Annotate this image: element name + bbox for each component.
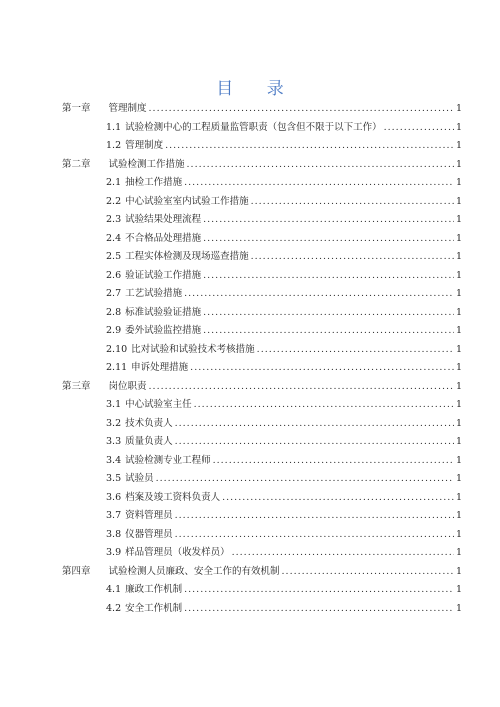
dot-leader <box>175 415 454 434</box>
toc-entry-label <box>106 489 220 508</box>
toc-entry-text: 申诉处理措施 <box>131 362 189 373</box>
dot-leader <box>203 211 454 230</box>
dot-leader <box>187 156 454 175</box>
dot-leader <box>175 526 454 545</box>
toc-entry-text: 比对试验和试验技术考核措施 <box>131 343 255 355</box>
toc-entry-text: 试验检测专业工程师 <box>125 454 211 466</box>
toc-entry-label <box>106 211 201 230</box>
toc-entry-text: 不合格品处理措施 <box>125 232 202 244</box>
toc-entry-text: 试验员 <box>125 473 154 484</box>
toc-section-entry[interactable] <box>62 174 462 193</box>
toc-page-number: 1 <box>455 399 462 410</box>
toc-entry-number: 2.3 <box>106 214 122 225</box>
dot-leader <box>203 322 454 341</box>
toc-page-number: 1 <box>455 288 462 299</box>
toc-entry-number: 第四章 <box>62 565 91 577</box>
toc-page-number: 1 <box>455 565 462 577</box>
toc-section-entry[interactable] <box>62 470 462 489</box>
toc-page-number: 1 <box>455 362 462 373</box>
toc-page-number: 1 <box>455 214 462 225</box>
dot-leader <box>384 119 454 138</box>
toc-section-entry[interactable] <box>62 507 462 526</box>
toc-section-entry[interactable] <box>62 267 462 286</box>
dot-leader <box>184 285 454 304</box>
toc-section-entry[interactable] <box>62 396 462 415</box>
toc-entry-text: 技术负责人 <box>125 417 173 429</box>
dot-leader <box>184 600 454 619</box>
toc-entry-number: 第一章 <box>62 103 91 114</box>
dot-leader <box>213 452 454 471</box>
toc-page-number: 1 <box>455 380 462 392</box>
toc-section-entry[interactable] <box>62 341 462 360</box>
toc-entry-label <box>106 452 211 471</box>
toc-page-number: 1 <box>455 491 462 503</box>
toc-entry-number: 第二章 <box>62 158 91 170</box>
toc-page-number: 1 <box>455 251 462 262</box>
dot-leader <box>175 433 454 452</box>
toc-entry-number: 3.5 <box>106 473 122 484</box>
toc-entry-text: 资料管理员 <box>125 510 173 521</box>
toc-entry-label <box>106 470 154 489</box>
toc-entry-number: 第三章 <box>62 380 91 392</box>
toc-entry-text: 管理制度 <box>125 140 164 151</box>
toc-page-number: 1 <box>455 325 462 336</box>
toc-entry-text: 工程实体检测及现场巡查措施 <box>125 251 249 262</box>
toc-section-entry[interactable] <box>62 452 462 471</box>
toc-page-number: 1 <box>455 103 462 114</box>
toc-entry-number: 2.5 <box>106 251 122 262</box>
toc-entry-text: 验证试验工作措施 <box>125 269 202 281</box>
dot-leader <box>165 137 454 156</box>
toc-page-number: 1 <box>455 436 462 447</box>
toc-entry-number: 3.3 <box>106 436 122 447</box>
toc-entry-label <box>106 137 163 156</box>
toc-section-entry[interactable] <box>62 415 462 434</box>
dot-leader <box>203 230 454 249</box>
toc-entry-label <box>106 119 382 138</box>
toc-section-entry[interactable] <box>62 193 462 212</box>
toc-entry-number: 2.10 <box>106 343 128 355</box>
toc-page-number: 1 <box>455 158 462 170</box>
toc-entry-label <box>106 193 249 212</box>
dot-leader <box>203 304 454 323</box>
toc-page-number: 1 <box>455 121 462 133</box>
toc-title: 目 录 <box>216 79 298 99</box>
toc-page-number: 1 <box>455 473 462 484</box>
toc-section-entry[interactable] <box>62 600 462 619</box>
dot-leader <box>190 359 454 378</box>
toc-page-number: 1 <box>455 528 462 540</box>
toc-section-entry[interactable] <box>62 359 462 378</box>
toc-entry-label <box>106 526 173 545</box>
dot-leader <box>149 378 454 397</box>
toc-entry-label <box>106 396 192 415</box>
toc-entry-number: 2.11 <box>106 362 128 373</box>
toc-page-number: 1 <box>455 454 462 466</box>
toc-entry-text: 试验结果处理流程 <box>125 214 202 225</box>
toc-section-entry[interactable] <box>62 433 462 452</box>
toc-entry-text: 安全工作机制 <box>125 602 183 614</box>
toc-section-entry[interactable] <box>62 526 462 545</box>
toc-entry-number: 3.6 <box>106 491 122 503</box>
dot-leader <box>251 193 454 212</box>
toc-page-number: 1 <box>455 417 462 429</box>
toc-chapter-entry[interactable] <box>62 156 462 175</box>
toc-entry-label <box>106 230 201 249</box>
dot-leader <box>203 267 454 286</box>
toc-entry-text: 质量负责人 <box>125 436 173 447</box>
toc-section-entry[interactable] <box>62 119 462 138</box>
toc-chapter-entry[interactable] <box>62 100 462 119</box>
toc-entry-text: 试验检测人员廉政、安全工作的有效机制 <box>108 565 280 577</box>
dot-leader <box>184 581 454 600</box>
toc-entry-number: 4.1 <box>106 584 122 595</box>
toc-page-number: 1 <box>455 510 462 521</box>
toc-page-number: 1 <box>455 232 462 244</box>
toc-entry-number: 1.2 <box>106 140 122 151</box>
toc-entry-label <box>106 322 201 341</box>
dot-leader <box>156 470 454 489</box>
toc-entry-number: 3.4 <box>106 454 122 466</box>
toc-section-entry[interactable] <box>62 230 462 249</box>
toc-page-number: 1 <box>455 195 462 207</box>
toc-entry-number: 3.2 <box>106 417 122 429</box>
toc-section-entry[interactable] <box>62 544 462 563</box>
toc-section-entry[interactable] <box>62 285 462 304</box>
dot-leader <box>184 174 454 193</box>
toc-entry-text: 试验检测工作措施 <box>108 158 185 170</box>
toc-entry-label <box>106 415 173 434</box>
toc-page-number: 1 <box>455 584 462 595</box>
toc-page-number: 1 <box>455 269 462 281</box>
dot-leader <box>222 489 454 508</box>
toc-entry-text: 中心试验室室内试验工作措施 <box>125 195 249 207</box>
toc-entry-text: 标准试验验证措施 <box>125 306 202 318</box>
toc-entry-number: 2.6 <box>106 269 122 281</box>
toc-chapter-entry[interactable] <box>62 378 462 397</box>
toc-page-number: 1 <box>455 177 462 188</box>
table-of-contents <box>62 100 462 618</box>
toc-entry-label <box>106 544 230 563</box>
toc-entry-number: 1.1 <box>106 121 122 133</box>
toc-entry-number: 2.8 <box>106 306 122 318</box>
dot-leader <box>257 341 454 360</box>
toc-entry-label <box>62 378 147 397</box>
toc-page-number: 1 <box>455 343 462 355</box>
toc-entry-text: 中心试验室主任 <box>125 399 192 410</box>
toc-entry-label <box>106 600 182 619</box>
toc-entry-number: 2.7 <box>106 288 122 299</box>
toc-section-entry[interactable] <box>62 211 462 230</box>
toc-section-entry[interactable] <box>62 304 462 323</box>
toc-section-entry[interactable] <box>62 137 462 156</box>
toc-section-entry[interactable] <box>62 248 462 267</box>
toc-entry-text: 档案及竣工资料负责人 <box>125 491 221 503</box>
toc-entry-number: 2.2 <box>106 195 122 207</box>
dot-leader <box>232 544 454 563</box>
dot-leader <box>251 248 454 267</box>
toc-entry-text: 廉政工作机制 <box>125 584 183 595</box>
toc-entry-number: 4.2 <box>106 602 122 614</box>
toc-entry-text: 试验检测中心的工程质量监管职责（包含但不限于以下工作） <box>125 121 382 133</box>
dot-leader <box>194 396 454 415</box>
toc-entry-text: 抽检工作措施 <box>125 177 183 188</box>
dot-leader <box>282 563 454 582</box>
toc-entry-text: 工艺试验措施 <box>125 288 183 299</box>
toc-page-number: 1 <box>455 140 462 151</box>
toc-page-number: 1 <box>455 306 462 318</box>
toc-entry-text: 管理制度 <box>108 103 147 114</box>
toc-entry-label <box>106 581 182 600</box>
toc-entry-text: 委外试验监控措施 <box>125 325 202 336</box>
toc-section-entry[interactable] <box>62 581 462 600</box>
toc-entry-number: 2.1 <box>106 177 122 188</box>
toc-section-entry[interactable] <box>62 322 462 341</box>
toc-entry-number: 2.9 <box>106 325 122 336</box>
toc-entry-number: 2.4 <box>106 232 122 244</box>
toc-entry-text: 样品管理员（收发样员） <box>125 547 230 558</box>
toc-entry-number: 3.7 <box>106 510 122 521</box>
toc-entry-number: 3.8 <box>106 528 122 540</box>
toc-entry-label <box>106 341 255 360</box>
toc-entry-label <box>106 359 188 378</box>
toc-entry-label <box>106 248 249 267</box>
toc-page-number: 1 <box>455 547 462 558</box>
toc-page-number: 1 <box>455 602 462 614</box>
toc-entry-label <box>62 563 280 582</box>
toc-entry-label <box>106 285 182 304</box>
toc-entry-number: 3.9 <box>106 547 122 558</box>
dot-leader <box>149 100 454 119</box>
toc-entry-text: 仪器管理员 <box>125 528 173 540</box>
toc-section-entry[interactable] <box>62 489 462 508</box>
toc-entry-number: 3.1 <box>106 399 122 410</box>
toc-entry-label <box>106 433 173 452</box>
dot-leader <box>175 507 454 526</box>
toc-entry-label <box>62 100 147 119</box>
toc-entry-label <box>106 507 173 526</box>
toc-entry-label <box>106 174 182 193</box>
toc-entry-label <box>106 267 201 286</box>
toc-entry-label <box>106 304 201 323</box>
toc-chapter-entry[interactable] <box>62 563 462 582</box>
toc-entry-label <box>62 156 185 175</box>
toc-entry-text: 岗位职责 <box>108 380 147 392</box>
